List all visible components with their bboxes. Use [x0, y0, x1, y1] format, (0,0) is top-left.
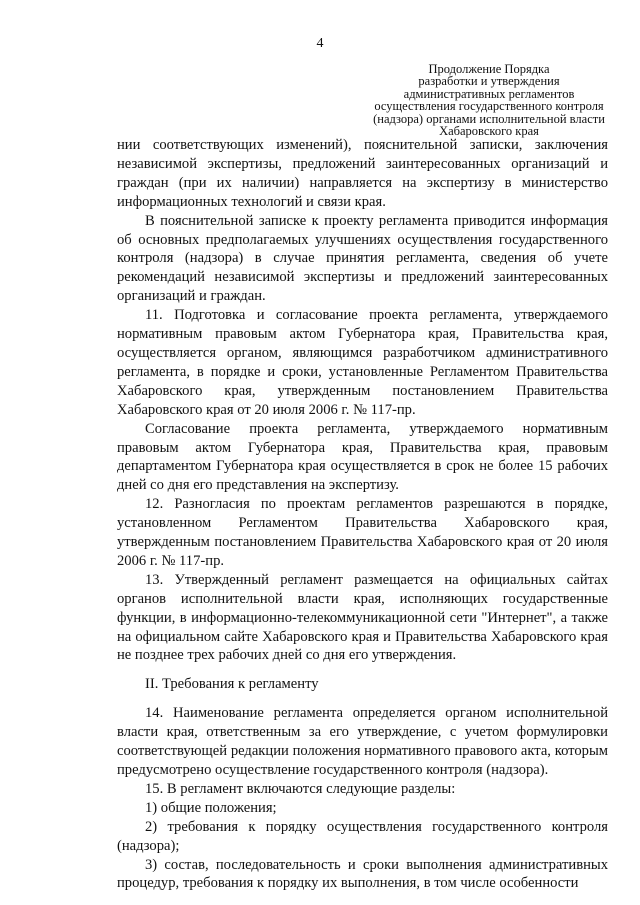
- paragraph: В пояснительной записке к проекту регламента приводится информация об основных предполагаемых улучшениях осуществления государственного контроля (надзора) в случае принятия регламента, сведения об учете рекомендаций независимой экспертизы и предложений заинтересованных организаций и граждан.: [117, 212, 608, 305]
- header-line: Хабаровского края: [439, 124, 539, 139]
- paragraph-item-15: 15. В регламент включаются следующие разделы:: [145, 780, 456, 797]
- page-number: 4: [316, 36, 324, 51]
- paragraph-item-14: 14. Наименование регламента определяется органом исполнительной власти края, ответственным за его утверждение, с учетом формулировки соответствующей редакции положения нормативного правового акта, которым предусмотрено осуществление государственного контроля (надзора).: [117, 705, 608, 778]
- paragraph-item-11: 11. Подготовка и согласование проекта регламента, утверждаемого нормативным правовым актом Губернатора края, Правительства края, осуществляется органом, являющимся разработчиком административного регламента, в порядке и сроки, установленные Регламентом Правительства Хабаровского края, утвержденным постановлением Правительства Хабаровского края от 20 июля 2006 г. № 117-пр.: [117, 307, 608, 418]
- paragraph-item-12: 12. Разногласия по проектам регламентов разрешаются в порядке, установленном Регламентом Правительства Хабаровского края, утвержденным постановлением Правительства Хабаровского края от 20 июля 2006 г. № 117-пр.: [117, 496, 608, 569]
- paragraph: Согласование проекта регламента, утверждаемого нормативным правовым актом Губернатора края, Правительства края, правовым департаментом Губернатора края осуществляется в срок не более 15 рабочих дней со дня его представления на экспертизу.: [117, 420, 608, 494]
- header-line: разработки и утверждения: [418, 74, 560, 89]
- header-line: осуществления государственного контроля: [374, 99, 604, 114]
- list-item: 1) общие положения;: [145, 799, 277, 816]
- list-item: 3) состав, последовательность и сроки выполнения административных процедур, требования к порядку их выполнения, в том числе особенности: [117, 856, 608, 892]
- list-item: 2) требования к порядку осуществления государственного контроля (надзора);: [117, 818, 608, 854]
- document-header: [360, 63, 618, 137]
- paragraph-item-13: 13. Утвержденный регламент размещается на официальных сайтах органов исполнительной власти края, исполняющих государственные функции, в информационно-телекоммуникационной сети "Интернет", а также на официальном сайте Хабаровского края и Правительства Хабаровского края не позднее трех рабочих дней со дня его утверждения.: [117, 571, 608, 664]
- header-line: (надзора) органами исполнительной власти: [373, 111, 605, 126]
- section-heading: II. Требования к регламенту: [145, 676, 319, 693]
- header-line: Продолжение Порядка: [428, 62, 550, 76]
- document-body: [117, 136, 608, 893]
- paragraph: нии соответствующих изменений), пояснительной записки, заключения независимой экспертизы, предложений заинтересованных организаций и граждан (при их наличии) направляется на экспертизу в министерство информационных технологий и связи края.: [117, 137, 608, 210]
- header-line: административных регламентов: [403, 86, 575, 101]
